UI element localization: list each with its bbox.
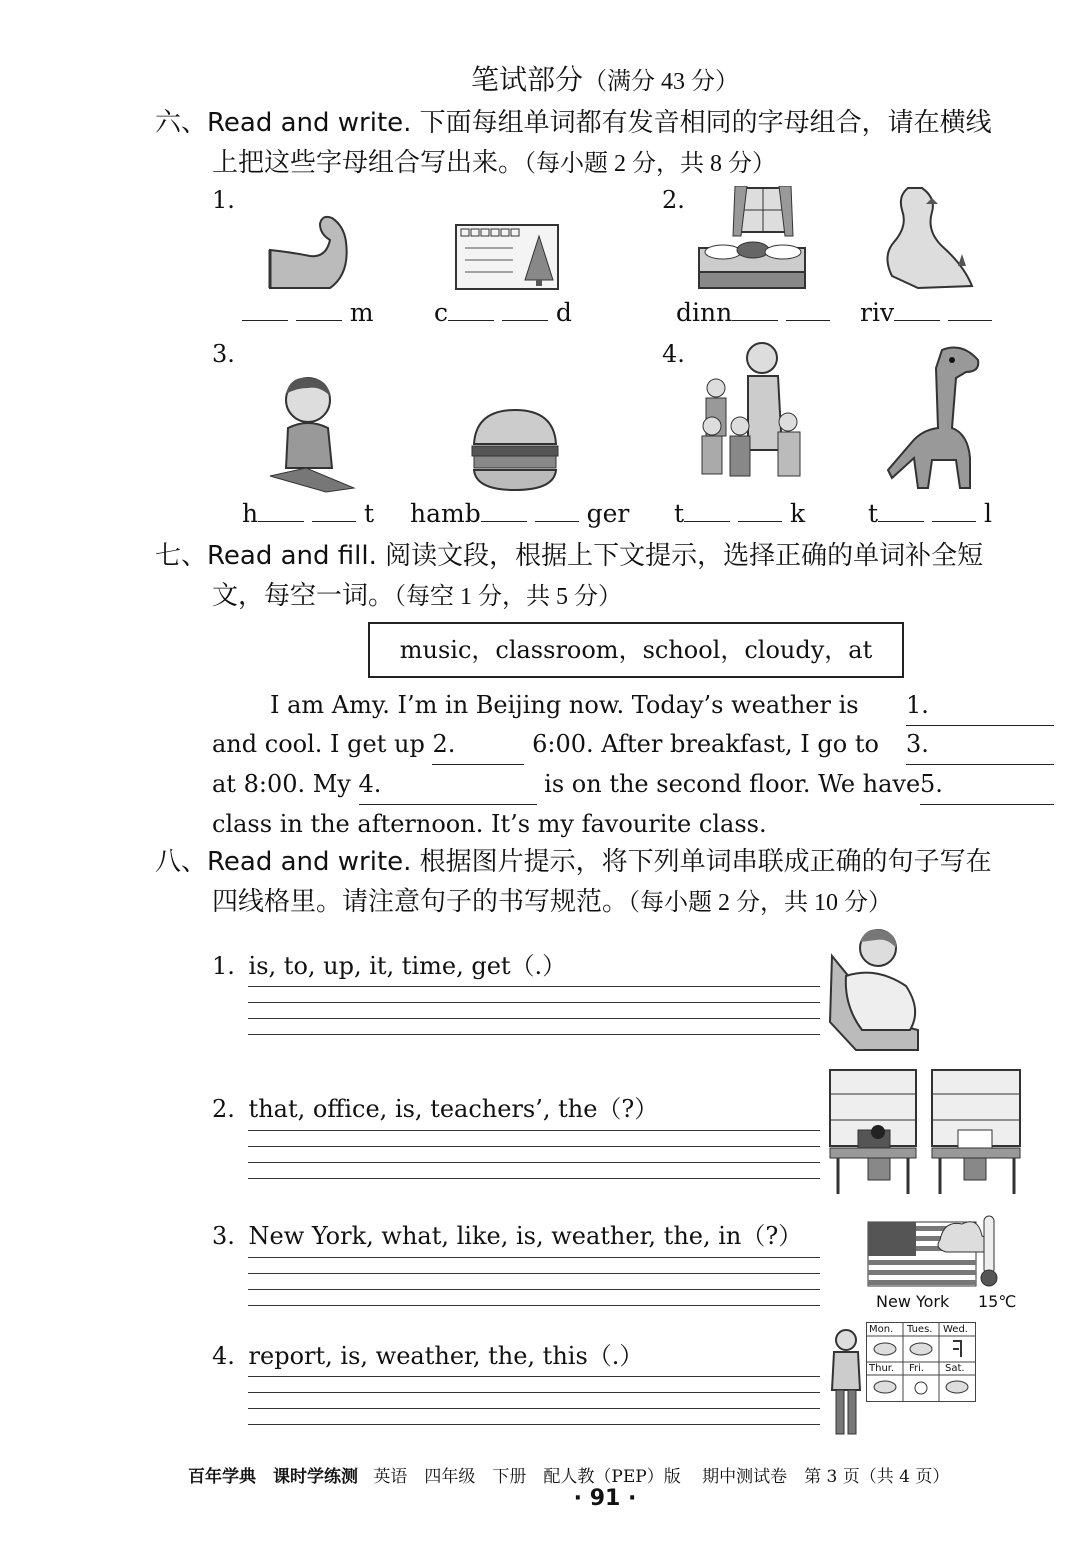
s6-word-2a	[676, 298, 830, 327]
footer	[188, 1462, 949, 1487]
s8-item-1-number: 1.	[212, 952, 235, 980]
arm-muscle-picture	[266, 214, 352, 292]
hurt-boy-picture	[266, 372, 358, 494]
blank-3-number: 3.	[906, 730, 929, 758]
footer-subject: 英语 四年级 下册 配人教（PEP）版	[373, 1467, 681, 1487]
cloudy-icon	[946, 1381, 968, 1393]
usa-flag-weather-picture	[866, 1212, 1006, 1292]
day-mon: Mon.	[869, 1324, 894, 1335]
weather-grid-lines	[867, 1323, 975, 1401]
s8-item-1-words: is, to, up, it, time, get（.）	[248, 952, 567, 980]
s6-word-2b-start: riv	[860, 298, 895, 327]
s6-word-1a-end: m	[349, 298, 374, 327]
s6-word-2a-start: dinn	[676, 298, 733, 327]
s6-q3-number: 3.	[212, 340, 235, 368]
s8-item-3-words: New York, what, like, is, weather, the, in（?）	[248, 1222, 803, 1250]
s6-word-3b-start: hamb	[410, 499, 481, 528]
s6-word-2b	[860, 298, 992, 327]
s6-word-3a-start: h	[242, 499, 259, 528]
blank-2-number: 2.	[432, 730, 456, 758]
page-number: · 91 ·	[573, 1486, 637, 1511]
section7-score: （每空 1 分，共 5 分）	[394, 584, 623, 610]
river-picture	[878, 186, 974, 290]
giraffe-toy-picture	[886, 338, 982, 492]
s6-word-1b-end: d	[555, 298, 572, 327]
section7-heading-cont	[212, 576, 622, 617]
blank-5[interactable]	[920, 765, 1054, 805]
new-york-temperature: 15℃	[978, 1292, 1017, 1311]
s6-q2-number: 2.	[662, 186, 685, 214]
s6-word-4b	[868, 499, 992, 528]
s6-word-3b-end: ger	[586, 499, 630, 528]
s8-item-2-number: 2.	[212, 1095, 235, 1123]
s8-item-3-number: 3.	[212, 1222, 235, 1250]
passage-line-4: class in the afternoon. It’s my favourite class.	[212, 810, 767, 838]
teacher-kids-picture	[692, 340, 812, 492]
section6-heading: 六、Read and write. 下面每组单词都有发音相同的字母组合，请在横线	[155, 108, 992, 138]
s6-word-1b-start: c	[434, 298, 449, 327]
rainy-icon	[874, 1381, 896, 1393]
windy-icon	[953, 1341, 961, 1357]
day-thur: Thur.	[869, 1363, 895, 1374]
s8-item-4	[212, 1336, 643, 1371]
s6-word-3a	[242, 499, 374, 528]
title-score: （满分 43 分）	[583, 69, 739, 95]
passage-line-3b: is on the second floor. We have	[544, 770, 921, 798]
day-wed: Wed.	[943, 1324, 968, 1335]
section8-heading: 八、Read and write. 根据图片提示，将下列单词串联成正确的句子写在	[155, 847, 992, 877]
s8-item-1	[212, 946, 566, 981]
section7-heading-cont-text: 文，每空一词。	[212, 581, 395, 611]
section7-passage	[212, 686, 1057, 844]
blank-5-number: 5.	[920, 770, 943, 798]
s6-word-4b-start: t	[868, 499, 879, 528]
blank-3[interactable]	[906, 725, 1054, 765]
s6-word-4b-end: l	[983, 499, 992, 528]
blank-4[interactable]	[359, 765, 537, 805]
section7-heading: 七、Read and fill. 阅读文段，根据上下文提示，选择正确的单词补全短	[155, 541, 984, 571]
s6-word-3a-end: t	[364, 499, 375, 528]
sunny-icon	[915, 1382, 927, 1394]
passage-line-2b: 6:00. After breakfast, I go to	[532, 730, 879, 758]
footer-brand: 百年学典 课时学练测	[188, 1467, 358, 1487]
teachers-office-picture	[828, 1068, 1024, 1198]
weather-reporter-picture	[826, 1328, 866, 1440]
new-york-label: New York	[876, 1292, 950, 1311]
footer-exam: 期中测试卷 第 3 页（共 4 页）	[702, 1467, 950, 1487]
s8-item-3	[212, 1216, 802, 1251]
four-line-grid-4[interactable]	[248, 1376, 820, 1426]
section6-heading-cont	[212, 143, 776, 184]
s6-word-4a-end: k	[789, 499, 806, 528]
cloudy-icon	[910, 1343, 932, 1355]
section8-heading-cont	[212, 882, 892, 923]
dinner-table-picture	[697, 186, 807, 292]
passage-line-2a: and cool. I get up	[212, 730, 425, 758]
section8-score: （每小题 2 分，共 10 分）	[628, 890, 893, 916]
passage-line-1: I am Amy. I’m in Beijing now. Today’s weather is	[270, 691, 859, 719]
boy-in-bed-picture	[826, 926, 922, 1058]
weather-chart	[866, 1322, 976, 1402]
word-bank-box: music，classroom，school，cloudy，at	[368, 622, 904, 678]
blank-4-number: 4.	[358, 770, 382, 798]
day-fri: Fri.	[909, 1363, 925, 1374]
s6-q1-number: 1.	[212, 186, 235, 214]
s6-q4-number: 4.	[662, 340, 685, 368]
day-tues: Tues.	[907, 1324, 933, 1335]
four-line-grid-3[interactable]	[248, 1257, 820, 1307]
cloudy-icon	[874, 1343, 896, 1355]
section6-heading-cont-text: 上把这些字母组合写出来。	[212, 148, 525, 178]
four-line-grid-1[interactable]	[248, 986, 820, 1036]
passage-line-3a: at 8:00. My	[212, 770, 351, 798]
s8-item-4-number: 4.	[212, 1342, 235, 1370]
blank-2[interactable]	[432, 725, 524, 765]
section8-heading-cont-text: 四线格里。请注意句子的书写规范。	[212, 887, 629, 917]
blank-1-number: 1.	[906, 691, 929, 719]
s6-word-1a	[242, 298, 374, 327]
title-text: 笔试部分	[470, 63, 583, 96]
section6-score: （每小题 2 分，共 8 分）	[524, 151, 777, 177]
s8-item-4-words: report, is, weather, the, this（.）	[248, 1342, 644, 1370]
day-sat: Sat.	[945, 1363, 965, 1374]
christmas-card-picture	[455, 224, 559, 290]
four-line-grid-2[interactable]	[248, 1130, 820, 1180]
s6-word-4a-start: t	[674, 499, 685, 528]
s6-word-3b	[410, 499, 629, 528]
s6-word-1b	[434, 298, 572, 327]
blank-1[interactable]	[906, 686, 1054, 726]
page-title	[0, 58, 1080, 98]
s8-item-2-words: that, office, is, teachers’, the（?）	[248, 1095, 659, 1123]
s8-item-2	[212, 1089, 658, 1124]
s6-word-4a	[674, 499, 805, 528]
hamburger-picture	[470, 408, 560, 492]
